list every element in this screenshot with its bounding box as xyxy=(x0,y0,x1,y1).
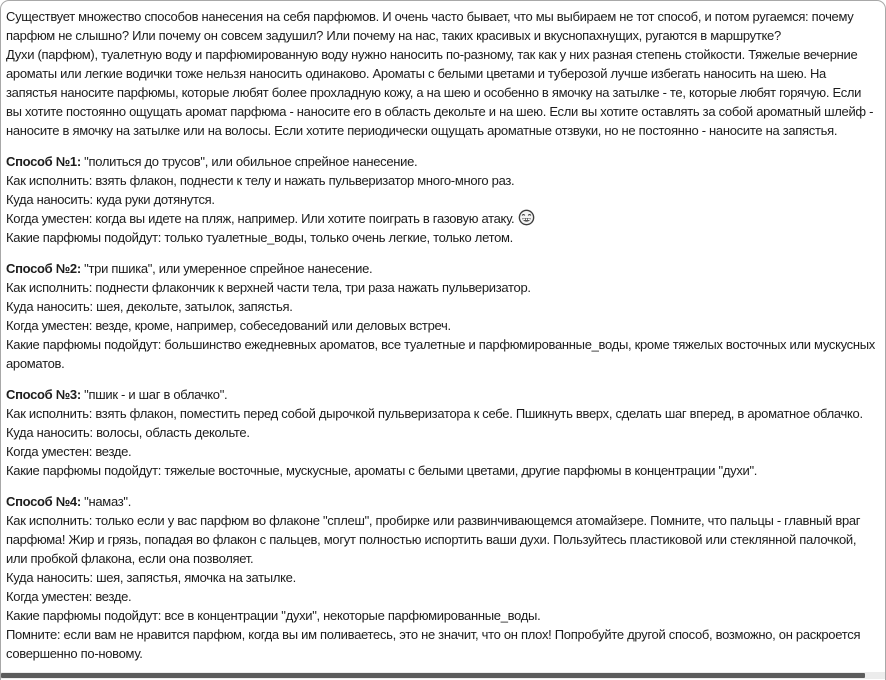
section-heading xyxy=(6,259,880,278)
section-method-4 xyxy=(6,492,880,625)
section-heading xyxy=(6,492,880,511)
footer-note: Помните: если вам не нравится парфюм, когда вы им поливаетесь, это не значит, что он плох! Попробуйте другой способ, возможно, он раскроется совершенно по-новому. xyxy=(6,627,861,661)
section-method-1 xyxy=(6,152,880,247)
section-number: Способ №4: xyxy=(6,494,81,509)
section-subtitle: "три пшика", или умеренное спрейное нанесение. xyxy=(80,261,373,276)
section-subtitle: "пшик - и шаг в облачко". xyxy=(80,387,228,402)
section-line-which: Какие парфюмы подойдут: все в концентрации "духи", некоторые парфюмированные_воды. xyxy=(6,608,541,623)
section-line-where: Куда наносить: шея, запястья, ямочка на затылке. xyxy=(6,570,296,585)
section-method-2 xyxy=(6,259,880,373)
section-line-which: Какие парфюмы подойдут: тяжелые восточные, мускусные, ароматы с белыми цветами, другие парфюмы в концентрации "духи". xyxy=(6,463,758,478)
section-subtitle: "политься до трусов", или обильное спрейное нанесение. xyxy=(80,154,418,169)
section-line-how: Как исполнить: только если у вас парфюм во флаконе "сплеш", пробирке или развинчивающемся атомайзере. Помните, что пальцы - главный враг парфюма! Жир и грязь, попадая во флакон с пальцев, могут полностью испортить ваши духи. Пользуйтесь пластиковой или стеклянной палочкой, или пробкой флакона, если она позволяет. xyxy=(6,513,861,566)
intro-paragraph-1: Существует множество способов нанесения на себя парфюмов. И очень часто бывает, что мы выбираем не тот способ, и потом ругаемся: почему парфюм не слышно? Или почему он совсем задушил? Или почему на нас, таких красивых и вкуснопахнущих, ругаются в маршрутке? xyxy=(6,9,854,43)
intro-paragraph-2: Духи (парфюм), туалетную воду и парфюмированную воду нужно наносить по-разному, так как у них разная степень стойкости. Тяжелые вечерние ароматы или легкие водички тоже нельзя наносить одинаково. Ароматы с белыми цветами и туберозой лучше избегать наносить на шею. На запястья наносите парфюмы, которые любят более прохладную кожу, а на шею и особенно в ямочку на затылке - те, которые любят горячую. Если вы хотите постоянно ощущать аромат парфюма - наносите его в область декольте и на шею. Если вы хотите оставлять за собой ароматный шлейф - наносите в ямочку на затылке или на волосы. Если хотите периодически ощущать ароматные отзвуки, но не постоянно - наносите на запястья. xyxy=(6,47,874,138)
section-number: Способ №1: xyxy=(6,154,81,169)
section-method-3 xyxy=(6,385,880,480)
section-line-where: Куда наносить: куда руки дотянутся. xyxy=(6,192,215,207)
section-line-when xyxy=(6,209,880,228)
section-line-how: Как исполнить: поднести флакончик к верхней части тела, три раза нажать пульверизатор. xyxy=(6,280,531,295)
section-heading xyxy=(6,152,880,171)
section-line-when: Когда уместен: везде. xyxy=(6,589,132,604)
horizontal-scrollbar-thumb[interactable] xyxy=(1,673,865,678)
section-line-how: Как исполнить: взять флакон, поместить перед собой дырочкой пульверизатора к себе. Пшикнуть вверх, сделать шаг вперед, в ароматное облачко. xyxy=(6,406,863,421)
section-line-where: Куда наносить: шея, декольте, затылок, запястья. xyxy=(6,299,293,314)
section-line-which: Какие парфюмы подойдут: большинство ежедневных ароматов, все туалетные и парфюмированные_воды, кроме тяжелых восточных или мускусных ароматов. xyxy=(6,337,875,371)
grinning-face-icon xyxy=(518,209,535,226)
section-line-how: Как исполнить: взять флакон, поднести к телу и нажать пульверизатор много-много раз. xyxy=(6,173,515,188)
section-number: Способ №2: xyxy=(6,261,81,276)
section-line-when: Когда уместен: везде, кроме, например, собеседований или деловых встреч. xyxy=(6,318,451,333)
section-line-where: Куда наносить: волосы, область декольте. xyxy=(6,425,250,440)
document-content xyxy=(1,3,885,668)
section-line-when: Когда уместен: везде. xyxy=(6,444,132,459)
section-number: Способ №3: xyxy=(6,387,81,402)
section-line-when-text: Когда уместен: когда вы идете на пляж, например. Или хотите поиграть в газовую атаку. xyxy=(6,211,515,226)
horizontal-scrollbar[interactable] xyxy=(1,672,885,679)
section-line-which: Какие парфюмы подойдут: только туалетные_воды, только очень легкие, только летом. xyxy=(6,230,513,245)
section-subtitle: "намаз". xyxy=(80,494,132,509)
section-heading xyxy=(6,385,880,404)
